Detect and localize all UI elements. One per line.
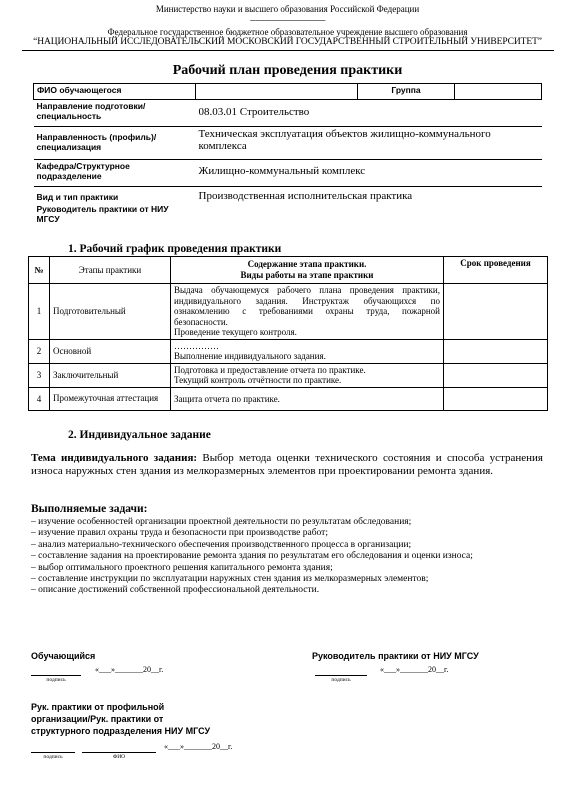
student-sign-line — [31, 675, 81, 676]
row-num: 1 — [29, 284, 50, 340]
supervisor-label: Руководитель практики от НИУ МГСУ — [36, 204, 169, 224]
task-item: – составление инструкции по эксплуатации наружных стен здания из мелкоразмерных элементов; — [31, 574, 429, 585]
header-rule — [22, 50, 554, 51]
section1-title: 1. Рабочий график проведения практики — [68, 243, 282, 255]
task-item: – изучение особенностей организации проектной деятельности по результатам обследования; — [31, 517, 412, 527]
fio-value — [196, 84, 358, 100]
individual-topic — [31, 452, 543, 478]
mgsu-sign-caption: подпись — [331, 677, 351, 683]
type-label: Вид и тип практики — [36, 192, 119, 202]
group-value — [455, 84, 542, 100]
task-item: – анализ материально-технического обеспечения производственного процесса в организации; — [31, 539, 412, 550]
dept-value: Жилищно-коммунальный комплекс — [196, 160, 542, 187]
col-deadline-header: Срок проведения — [444, 257, 548, 284]
institution-type: Федеральное государственное бюджетное образовательное учреждение высшего образования — [107, 27, 468, 37]
profile-fio-line — [82, 752, 156, 753]
profile-supervisor-line2: организации/Рук. практики от — [31, 714, 164, 724]
row-content-main: Подготовка и предоставление отчета по практике. — [174, 364, 366, 375]
info-row-type — [34, 187, 542, 204]
info-row-direction — [34, 100, 542, 127]
topic-text: Выбор метода оценки технического состояния и способа устранения износа наружных стен здания из мелкоразмерных элементов при проектировании ремонта здания. — [31, 452, 543, 477]
info-row-fio — [34, 84, 542, 100]
col-content-header-line2: Виды работы на этапе практики — [240, 270, 374, 280]
profile-label: Направленность (профиль)/ специализация — [34, 127, 196, 160]
schedule-table — [28, 256, 548, 411]
section2-title: 2. Индивидуальное задание — [68, 429, 211, 441]
info-row-dept — [34, 160, 542, 187]
schedule-header-row — [29, 257, 548, 284]
row-deadline — [444, 387, 548, 410]
row-num: 3 — [29, 363, 50, 387]
row-stage: Подготовительный — [50, 284, 171, 340]
row-content-main: Защита отчета по практике. — [174, 393, 280, 404]
profile-fio-caption: ФИО — [112, 754, 126, 760]
task-list — [31, 517, 551, 597]
row-content-main: …………… — [174, 340, 219, 351]
profile-date: «___»_______20__г. — [164, 742, 233, 751]
ministry-header: Министерство науки и высшего образования Российской Федерации — [155, 4, 420, 14]
row-stage: Заключительный — [50, 363, 171, 387]
row-content — [171, 284, 444, 340]
col-stages-header: Этапы практики — [50, 257, 171, 284]
row-content-extra: Выполнение индивидуального задания. — [174, 351, 326, 361]
topic-label: Тема индивидуального задания: — [31, 452, 198, 464]
row-deadline — [444, 284, 548, 340]
row-content — [171, 339, 444, 363]
row-stage: Основной — [50, 339, 171, 363]
university-name: “НАЦИОНАЛЬНЫЙ ИССЛЕДОВАТЕЛЬСКИЙ МОСКОВСКИЙ ГОСУДАРСТВЕННЫЙ СТРОИТЕЛЬНЫЙ УНИВЕРСИТЕТ” — [33, 37, 542, 47]
row-content — [171, 363, 444, 387]
header-dashes: ----------------------------------------- — [249, 16, 326, 24]
col-content-header-line1: Содержание этапа практики. — [247, 259, 367, 269]
row-content-extra: Проведение текущего контроля. — [174, 327, 297, 337]
profile-supervisor-line1: Рук. практики от профильной — [31, 702, 165, 712]
info-row-supervisor — [34, 203, 542, 225]
profile-sign-line — [31, 752, 75, 753]
fio-label: ФИО обучающегося — [34, 84, 196, 100]
profile-sign-caption: подпись — [43, 754, 63, 760]
info-table — [33, 83, 542, 225]
profile-supervisor-line3: структурного подразделения НИУ МГСУ — [31, 726, 211, 736]
col-num-header: № — [29, 257, 50, 284]
row-content-main: Выдача обучающемуся рабочего плана проведения практики, индивидуального задания. Инструктаж обучающихся по ознакомлению с требованиями охраны труда, пожарной безопасности. — [174, 285, 440, 327]
row-content — [171, 387, 444, 410]
schedule-row — [29, 284, 548, 340]
row-stage: Промежуточная аттестация — [50, 387, 171, 410]
mgsu-supervisor-label: Руководитель практики от НИУ МГСУ — [312, 651, 479, 661]
mgsu-sign-line — [315, 675, 367, 676]
schedule-row — [29, 339, 548, 363]
row-deadline — [444, 363, 548, 387]
student-date: «___»_______20__г. — [95, 665, 164, 674]
type-value: Производственная исполнительская практика — [198, 190, 413, 202]
col-content-header — [171, 257, 444, 284]
task-item: – составление задания на проектирование ремонта здания по результатам его обследования и оценки износа; — [31, 551, 473, 562]
schedule-row — [29, 363, 548, 387]
student-label: Обучающийся — [31, 651, 96, 661]
row-num: 2 — [29, 339, 50, 363]
task-item: – изучение правил охраны труда и безопасности при производстве работ; — [31, 528, 328, 539]
profile-value: Техническая эксплуатация объектов жилищно-коммунального комплекса — [196, 127, 542, 160]
direction-label: Направление подготовки/ специальность — [34, 100, 196, 127]
group-label: Группа — [358, 84, 455, 100]
row-content-extra: Текущий контроль отчётности по практике. — [174, 375, 342, 385]
student-sign-caption: подпись — [46, 677, 66, 683]
row-deadline — [444, 339, 548, 363]
schedule-row — [29, 387, 548, 410]
tasks-label: Выполняемые задачи: — [31, 503, 148, 515]
task-item: – описание достижений собственной профессиональной деятельности. — [31, 585, 320, 596]
task-item: – выбор оптимального проектного решения капитального ремонта здания; — [31, 562, 333, 573]
mgsu-date: «___»_______20__г. — [380, 665, 449, 674]
supervisor-value — [196, 203, 542, 225]
direction-value: 08.03.01 Строительство — [196, 100, 542, 127]
page-title: Рабочий план проведения практики — [172, 63, 403, 78]
info-row-profile — [34, 127, 542, 160]
dept-label: Кафедра/Структурное подразделение — [34, 160, 196, 187]
profile-supervisor-label — [31, 701, 210, 737]
row-num: 4 — [29, 387, 50, 410]
